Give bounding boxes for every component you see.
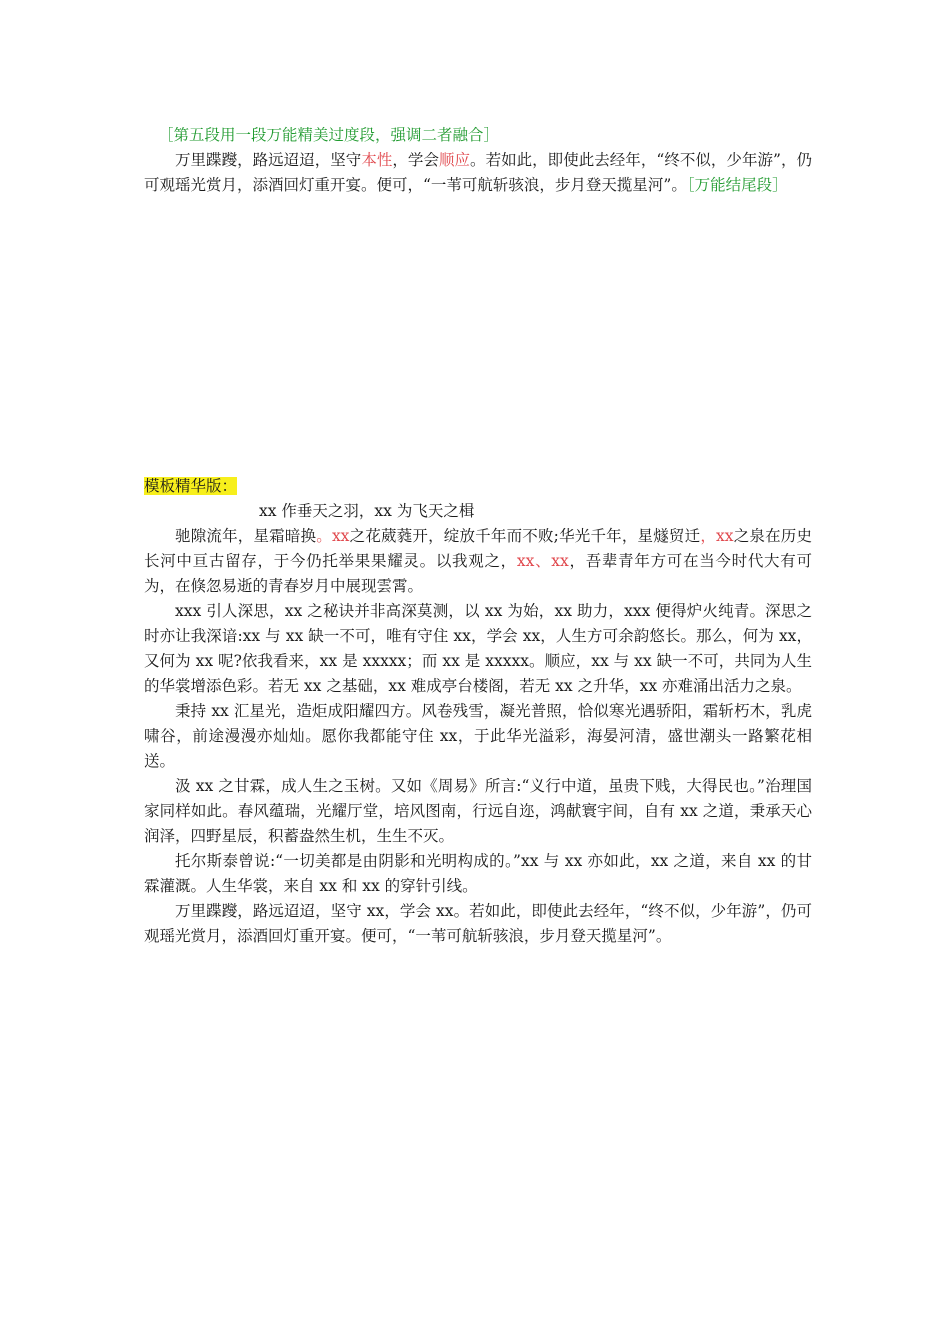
essay-paragraph-6: 万里蹀躞，路远迢迢，坚守 xx，学会 xx。若如此，即使此去经年，“终不似，少年游”，仍可观瑶光赏月，添酒回灯重开宴。便可，“一苇可航斩骇浪，步月登天揽星河”。 xyxy=(144,902,812,945)
keyword-red: ，xx xyxy=(700,527,734,545)
text-run: 万里蹀躞，路远迢迢，坚守 xyxy=(175,151,362,169)
annotation-note: ［万能结尾段］ xyxy=(686,176,788,194)
text-run: ，学会 xyxy=(392,151,439,169)
essay-paragraph-5: 托尔斯泰曾说:“一切美都是由阴影和光明构成的。”xx 与 xx 亦如此，xx 之道，来自 xx 的甘霖灌溉。人生华裳，来自 xx 和 xx 的穿针引线。 xyxy=(144,852,812,895)
keyword-red: 本性 xyxy=(361,151,393,169)
keyword-red: 顺应 xyxy=(438,151,471,169)
essay-paragraph-3: 秉持 xx 汇星光，造炬成阳耀四方。风卷残雪，凝光普照，恰似寒光遇骄阳，霜斩朽木，乳虎啸谷，前途漫漫亦灿灿。愿你我都能守住 xx，于此华光溢彩，海晏河清，盛世潮头一路繁花相送。 xyxy=(144,702,812,770)
text-run: 。若如此，即使此去经年，“终不似，少年游”，仍可观瑶光赏月，添酒回灯重开宴。便可，“一苇可航斩骇浪，步月登天揽星河”。 xyxy=(144,151,812,194)
text-run: 之泉在历史长河中亘古留存，于今仍托举果果耀灵。以我观之， xyxy=(144,527,812,570)
essay-paragraph-4: 汲 xx 之甘霖，成人生之玉树。又如《周易》所言:“义行中道，虽贵下贱，大得民也。”治理国家同样如此。春风蕴瑞，光耀厅堂，培风图南，行远自迩，鸿献寰宇间，自有 xx 之道，秉承天心润泽，四野星辰，积蓄盎然生机，生生不灭。 xyxy=(144,777,812,845)
keyword-red: xx、xx xyxy=(516,552,569,570)
text-run: ，吾辈青年方可在当今时代大有可为，在倏忽易逝的青春岁月中展现雲霄。 xyxy=(144,552,812,595)
text-run: 之花葳蕤开，绽放千年而不败;华光千年，星燧贸迁 xyxy=(349,527,701,545)
essay-paragraph-2: xxx 引人深思，xx 之秘诀并非高深莫测，以 xx 为始，xx 助力，xxx 便得炉火纯青。深思之时亦让我深谙:xx 与 xx 缺一不可，唯有守住 xx，学会 xx，人生方可余韵悠长。那么，何为 xx，又何为 xx 呢?依我看来，xx 是 xxxxx；而 xx 是 xxxxx。顺应，xx 与 xx 缺一不可，共同为人生的华裳增添色彩。若无 xx 之基础，xx 难成亭台楼阁，若无 xx 之升华，xx 亦难涌出活力之泉。 xyxy=(144,602,812,695)
text-run: 驰隙流年，星霜暗换 xyxy=(175,527,317,545)
template-section xyxy=(144,474,812,949)
essay-paragraph-1 xyxy=(144,524,812,599)
top-section xyxy=(144,123,812,198)
section-label-line xyxy=(144,474,812,499)
transition-paragraph xyxy=(144,148,812,198)
annotation-note: ［第五段用一段万能精美过度段，强调二者融合］ xyxy=(157,126,499,144)
essay-title: xx 作垂天之羽，xx 为飞天之楫 xyxy=(259,502,475,520)
keyword-red: 。xx xyxy=(316,527,350,545)
section-label: 模板精华版： xyxy=(144,477,238,495)
